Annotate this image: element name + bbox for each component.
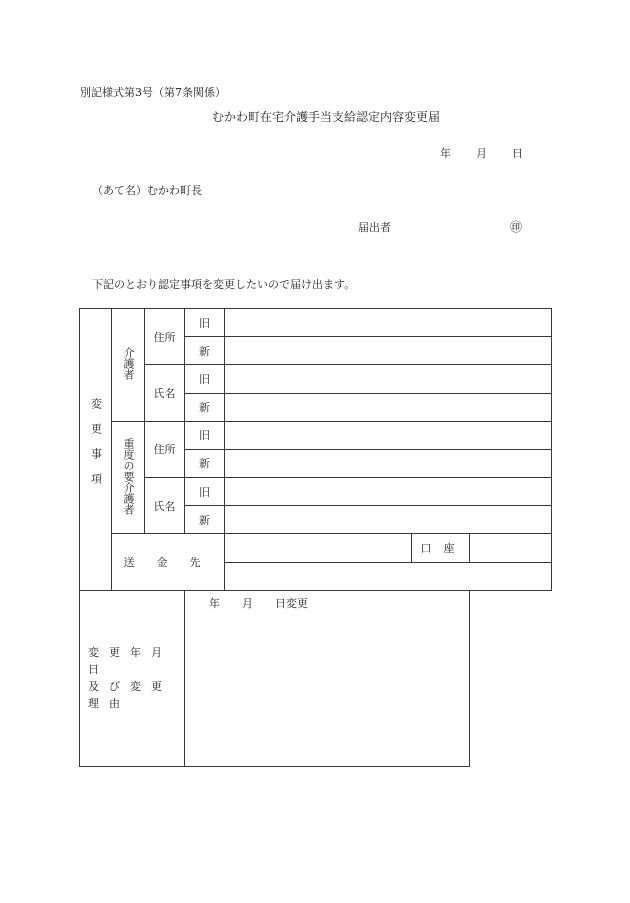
caregiver-name-new-label-cell xyxy=(185,393,225,421)
document-title: むかわ町在宅介護手当支給認定内容変更届 xyxy=(212,110,441,124)
remittance-field[interactable] xyxy=(225,534,412,562)
change-reason-field[interactable] xyxy=(185,590,470,766)
caregiver-name-new-field[interactable] xyxy=(225,393,552,421)
caregiver-header-cell xyxy=(112,309,145,422)
addressee: （あて名）むかわ町長 xyxy=(92,184,202,197)
intro-text: 下記のとおり認定事項を変更したいので届け出ます。 xyxy=(92,278,356,291)
old-label: 旧 xyxy=(199,372,210,386)
change-date-label: 年 月 日変更 xyxy=(209,596,308,610)
changes-label: 変更事項 xyxy=(89,397,103,498)
severe-name-new-label-cell xyxy=(185,506,225,534)
date-year-label: 年 xyxy=(440,147,451,160)
severe-care-label: 重度の要介護者 xyxy=(122,437,136,515)
seal-mark: ㊞ xyxy=(510,220,523,234)
reason-label-line2: 及び変更理由 xyxy=(88,680,172,711)
severe-name-old-label-cell xyxy=(185,478,225,506)
form-number: 別記様式第3号（第7条関係） xyxy=(80,86,226,99)
severe-name-label-cell xyxy=(145,478,185,534)
severe-address-label: 住所 xyxy=(153,443,176,457)
notifier-label: 届出者 xyxy=(358,221,391,234)
date-month-label: 月 xyxy=(476,147,487,160)
severe-name-new-field[interactable] xyxy=(225,506,552,534)
old-label: 旧 xyxy=(199,485,210,499)
caregiver-address-old-label-cell xyxy=(185,309,225,337)
account-field[interactable] xyxy=(470,534,552,562)
severe-care-header-cell xyxy=(112,421,145,534)
severe-name-old-field[interactable] xyxy=(225,478,552,506)
severe-address-new-field[interactable] xyxy=(225,449,552,477)
new-label: 新 xyxy=(199,457,210,471)
severe-address-new-label-cell xyxy=(185,449,225,477)
caregiver-address-new-label-cell xyxy=(185,337,225,365)
old-label: 旧 xyxy=(199,316,210,330)
new-label: 新 xyxy=(199,344,210,358)
changes-header-cell xyxy=(80,309,112,591)
change-reason-label-cell xyxy=(80,590,185,766)
severe-address-old-field[interactable] xyxy=(225,421,552,449)
severe-name-label: 氏名 xyxy=(153,499,176,513)
caregiver-address-old-field[interactable] xyxy=(225,309,552,337)
caregiver-address-new-field[interactable] xyxy=(225,337,552,365)
account-label: 口座 xyxy=(420,541,467,555)
new-label: 新 xyxy=(199,401,210,415)
date-day-label: 日 xyxy=(512,147,523,160)
caregiver-address-label-cell xyxy=(145,309,185,365)
caregiver-name-label-cell xyxy=(145,365,185,421)
account-label-cell xyxy=(412,534,470,562)
remittance-label: 送金先 xyxy=(123,556,223,570)
caregiver-label: 介護者 xyxy=(122,346,136,380)
new-label: 新 xyxy=(199,513,210,527)
caregiver-name-old-label-cell xyxy=(185,365,225,393)
remittance-detail-field[interactable] xyxy=(225,562,552,590)
old-label: 旧 xyxy=(199,429,210,443)
severe-address-label-cell xyxy=(145,421,185,477)
caregiver-address-label: 住所 xyxy=(153,330,176,344)
severe-address-old-label-cell xyxy=(185,421,225,449)
remittance-label-cell xyxy=(112,534,225,590)
caregiver-name-old-field[interactable] xyxy=(225,365,552,393)
change-form-table xyxy=(79,308,552,767)
reason-label-line1: 変更年月日 xyxy=(88,646,172,677)
caregiver-name-label: 氏名 xyxy=(153,387,176,401)
